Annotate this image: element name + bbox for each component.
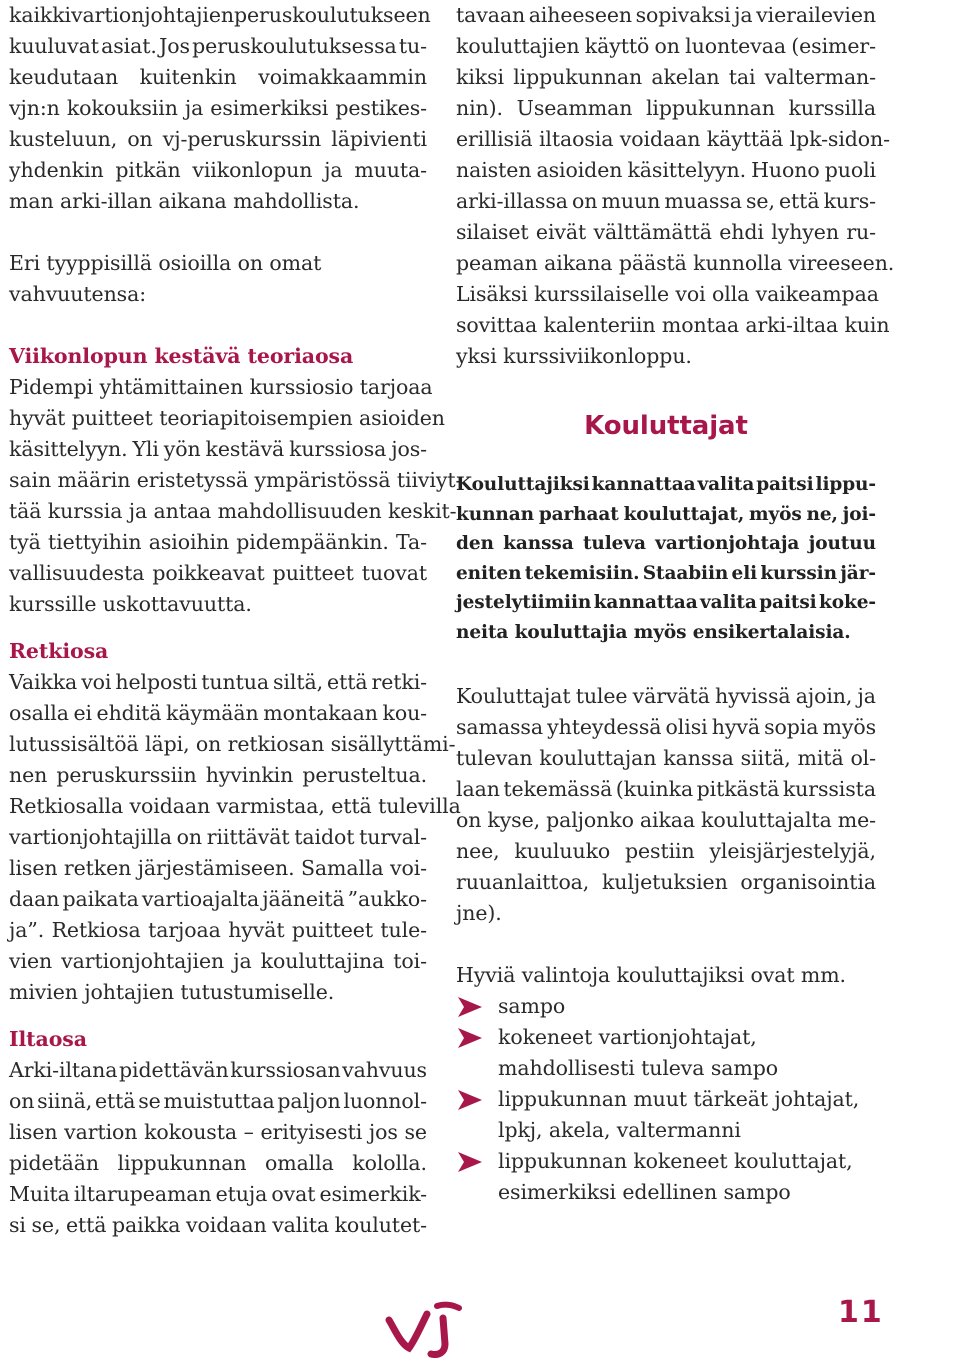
text-line: Muita iltarupeaman etuja ovat esimerkik- [9,1182,427,1206]
text-line: Arki-iltana pidettävän kurssiosan vahvuus [9,1058,427,1082]
list-item-text: lippukunnan muut tärkeät johtajat, [498,1087,860,1111]
text-line: neita kouluttajia myös ensikertalaisia. [456,621,851,643]
text-line: ruuanlaittoa, kuljetuksien organisointia [456,870,876,894]
list-item-text: lippukunnan kokeneet kouluttajat, [498,1149,853,1173]
text-line: Kouluttajat tulee värvätä hyvissä ajoin, ja [456,684,876,708]
text-line: käsittelyyn. Yli yön kestävä kurssiosa jos- [9,437,427,461]
text-line: den kanssa tuleva vartionjohtaja joutuu [456,533,876,554]
text-line: tulevan kouluttajan kanssa siitä, mitä ol- [456,746,876,770]
text-line: ja”. Retkiosa tarjoaa hyvät puitteet tule- [9,918,427,942]
text-line: silaiset eivät välttämättä ehdi lyhyen ru- [456,220,876,244]
text-line: yhdenkin pitkän viikonlopun ja muuta- [9,158,427,182]
text-line: vartionjohtajilla on riittävät taidot turval- [9,825,427,849]
list-item-text: kokeneet vartionjohtajat, [498,1025,757,1049]
list-item-text: mahdollisesti tuleva sampo [498,1056,778,1080]
page-number: 11 [838,1295,884,1330]
text-line: kaikki vartionjohtajien peruskoulutukseen [9,3,431,27]
list-item-text: sampo [498,994,566,1018]
text-line: lutussisältöä läpi, on retkiosan sisällyttämi- [9,732,456,756]
text-line: kuuluvat asiat. Jos peruskoulutuksessa tu- [9,34,427,58]
text-line: on siinä, että se muistuttaa paljon luonnol- [9,1089,427,1113]
text-line: Pidempi yhtämittainen kurssiosio tarjoaa [9,375,433,399]
list-item [456,991,876,1022]
text-line: hyvät puitteet teoriapitoisempien asioiden [9,406,445,430]
text-line: daan paikata vartioajalta jääneitä ”aukko- [9,887,427,911]
text-line: tavaan aiheeseen sopivaksi ja vierailevien [456,3,876,27]
text-line: vahvuutensa: [9,282,147,306]
section-heading-trainers: Kouluttajat [584,411,748,441]
text-line: sovittaa kalenteriin montaa arki-iltaa kuin [456,313,890,337]
paragraph-evening-continued [456,0,895,372]
text-line: mivien johtajien tutustumiselle. [9,980,335,1004]
list-item-text: lpkj, akela, valtermanni [498,1118,741,1142]
text-line: sain määrin eristetyssä ympäristössä tiiviyt- [9,468,463,492]
text-line: man arki-illan aikana mahdollista. [9,189,360,213]
text-line: jestelytiimiin kannattaa valita paitsi koke- [456,592,876,613]
text-line: si se, että paikka voidaan valita koulutet- [9,1213,427,1237]
arrow-bullet-icon [458,1152,482,1172]
section-evening [9,1024,427,1241]
list-item [456,1084,876,1146]
text-line: lisen vartion kokousta – erityisesti jos se [9,1120,427,1144]
text-line: eniten tekemisiin. Staabiin eli kurssin jär- [456,562,876,584]
right-column [456,0,895,1208]
text-line: nee, kuuluuko pestiin yleisjärjestelyjä, [456,839,876,863]
text-line: nin). Useamman lippukunnan kurssilla [456,96,876,120]
paragraph-strengths [9,248,427,310]
text-line: Retkiosalla voidaan varmistaa, että tulevilla [9,794,461,818]
list-item [456,1146,876,1208]
left-column [9,0,463,1241]
text-line: pidetään lippukunnan omalla kololla. [9,1151,427,1175]
text-line: Lisäksi kurssilaiselle voi olla vaikeampaa [456,282,879,306]
section-theory [9,341,463,620]
text-line: tyä tiettyihin asioihin pidempäänkin. Ta- [9,530,427,554]
text-line: Vaikka voi helposti tuntua siltä, että retki- [9,670,427,694]
text-line: osalla ei ehditä käymään montakaan kou- [9,701,427,725]
section-hike [9,636,461,1008]
arrow-bullet-icon [458,1028,482,1048]
text-line: naisten asioiden käsittelyyn. Huono puoli [456,158,876,182]
subheading-evening: Iltaosa [9,1027,87,1051]
paragraph-trainers-intro [456,470,876,647]
text-line: kouluttajien käyttö on luontevaa (esimer- [456,34,876,58]
text-line: tää kurssia ja antaa mahdollisuuden keskit- [9,499,457,523]
arrow-bullet-icon [458,1090,482,1110]
text-line: kusteluun, on vj-peruskurssin läpivienti [9,127,427,151]
text-line: kiksi lippukunnan akelan tai valterman- [456,65,876,89]
text-line: vallisuudesta poikkeavat puitteet tuovat [9,561,427,585]
subheading-hike: Retkiosa [9,639,109,663]
arrow-bullet-icon [458,997,482,1017]
text-line: jne). [456,901,502,925]
list-intro: Hyviä valintoja kouluttajiksi ovat mm. [456,963,846,987]
text-line: erillisiä iltaosia voidaan käyttää lpk-sidon- [456,127,890,151]
text-line: lisen retken järjestämiseen. Samalla voi- [9,856,427,880]
vj-logo-icon [385,1300,467,1358]
trainer-list [456,991,876,1208]
text-line: kunnan parhaat kouluttajat, myös ne, joi- [456,503,876,525]
paragraph-recruiting [456,681,876,929]
text-line: Eri tyyppisillä osioilla on omat [9,251,322,275]
list-item-text: esimerkiksi edellinen sampo [498,1180,791,1204]
text-line: keudutaan kuitenkin voimakkaammin [9,65,427,89]
text-line: arki-illassa on muun muassa se, että kurs- [456,189,876,213]
text-line: kurssille uskottavuutta. [9,592,252,616]
text-line: nen peruskurssiin hyvinkin perusteltua. [9,763,427,787]
text-line: vien vartionjohtajien ja kouluttajina toi- [9,949,427,973]
text-line: laan tekemässä (kuinka pitkästä kurssista [456,777,876,801]
text-line: samassa yhteydessä olisi hyvä sopia myös [456,715,876,739]
text-line: vjn:n kokouksiin ja esimerkiksi pestikes- [9,96,427,120]
text-line: peaman aikana päästä kunnolla vireeseen. [456,251,895,275]
paragraph-intro [9,0,431,217]
list-item [456,1022,876,1084]
text-line: yksi kurssiviikonloppu. [456,344,692,368]
text-line: on kyse, paljonko aikaa kouluttajalta me- [456,808,876,832]
text-line: Kouluttajiksi kannattaa valita paitsi lippu- [456,474,876,495]
subheading-theory: Viikonlopun kestävä teoriaosa [9,344,354,368]
